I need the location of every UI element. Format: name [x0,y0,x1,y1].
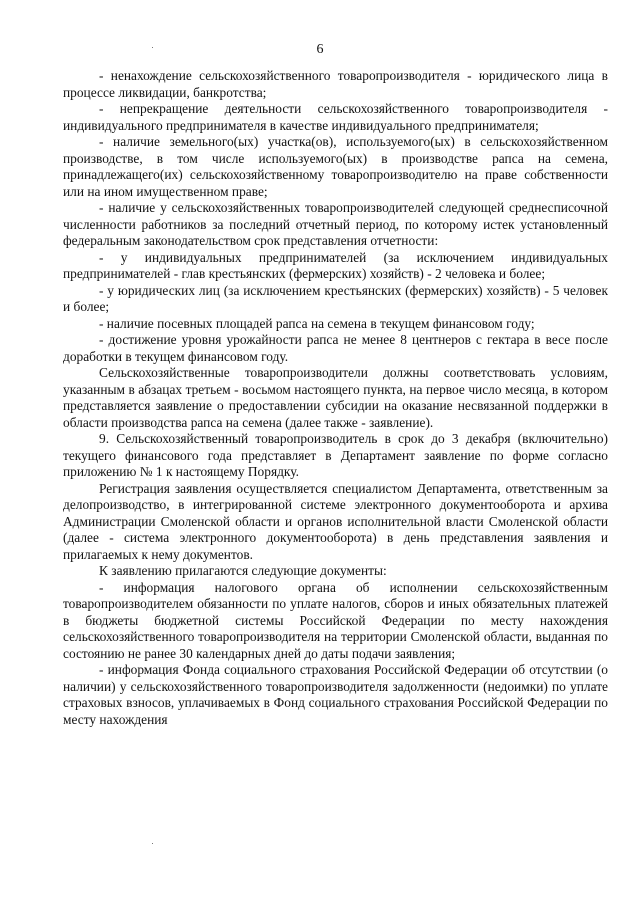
paragraph-11: Регистрация заявления осуществляется специалистом Департамента, ответственным за делопроизводство, в интегрированной системе электронного документооборота и архива Администрации Смоленской области и органов исполнительной власти Смоленской области (далее - система электронного документооборота) в день представления заявления и прилагаемых к нему документов. [63,480,608,562]
paragraph-8: - достижение уровня урожайности рапса не менее 8 центнеров с гектара в весе после доработки в текущем финансовом году. [63,332,608,364]
paragraph-14: - информация Фонда социального страхования Российской Федерации об отсутствии (о наличии) у сельскохозяйственного товаропроизводителя задолженности (недоимки) по уплате страховых взносов, уплачиваемых в Фонд социального страхования Российской Федерации по месту нахождения [63,662,608,727]
paragraph-1: - ненахождение сельскохозяйственного товаропроизводителя - юридического лица в процессе ликвидации, банкротства; [63,68,608,100]
paragraph-5: - у индивидуальных предпринимателей (за исключением индивидуальных предпринимателей - глав крестьянских (фермерских) хозяйств) - 2 человека и более; [63,249,608,281]
paragraph-12: К заявлению прилагаются следующие документы: [99,563,387,578]
paragraph-3: - наличие земельного(ых) участка(ов), используемого(ых) в сельскохозяйственном производстве, в том числе используемого(ых) в производстве рапса на семена, принадлежащего(их) сельскохозяйственному товаропроизводителю на праве собственности или на ином имущественном праве; [63,134,608,199]
paragraph-13: - информация налогового органа об исполнении сельскохозяйственным товаропроизводителем обязанности по уплате налогов, сборов и иных обязательных платежей в бюджеты бюджетной системы Российской Федерации по месту нахождения сельскохозяйственного товаропроизводителя на территории Смоленской области, выданная по состоянию не ранее 30 календарных дней до даты подачи заявления; [63,579,608,661]
scan-speck [152,47,153,48]
document-body [63,68,608,728]
paragraph-9: Сельскохозяйственные товаропроизводители должны соответствовать условиям, указанным в абзацах третьем - восьмом настоящего пункта, на первое число месяца, в котором представляется заявление о предоставлении субсидии на оказание несвязанной поддержки в области производства рапса на семена (далее также - заявление). [63,365,608,430]
paragraph-10: 9. Сельскохозяйственный товаропроизводитель в срок до 3 декабря (включительно) текущего финансового года представляет в Департамент заявление по форме согласно приложению № 1 к настоящему Порядку. [63,431,608,479]
paragraph-6: - у юридических лиц (за исключением крестьянских (фермерских) хозяйств) - 5 человек и более; [63,282,608,314]
paragraph-4: - наличие у сельскохозяйственных товаропроизводителей следующей среднесписочной численности работников за последний отчетный период, по которому истек установленный федеральным законодательством срок представления отчетности: [63,200,608,248]
paragraph-2: - непрекращение деятельности сельскохозяйственного товаропроизводителя - индивидуального предпринимателя в качестве индивидуального предпринимателя; [63,101,608,133]
page-number: 6 [316,42,324,57]
scan-speck [152,843,153,844]
paragraph-7: - наличие посевных площадей рапса на семена в текущем финансовом году; [99,315,535,331]
